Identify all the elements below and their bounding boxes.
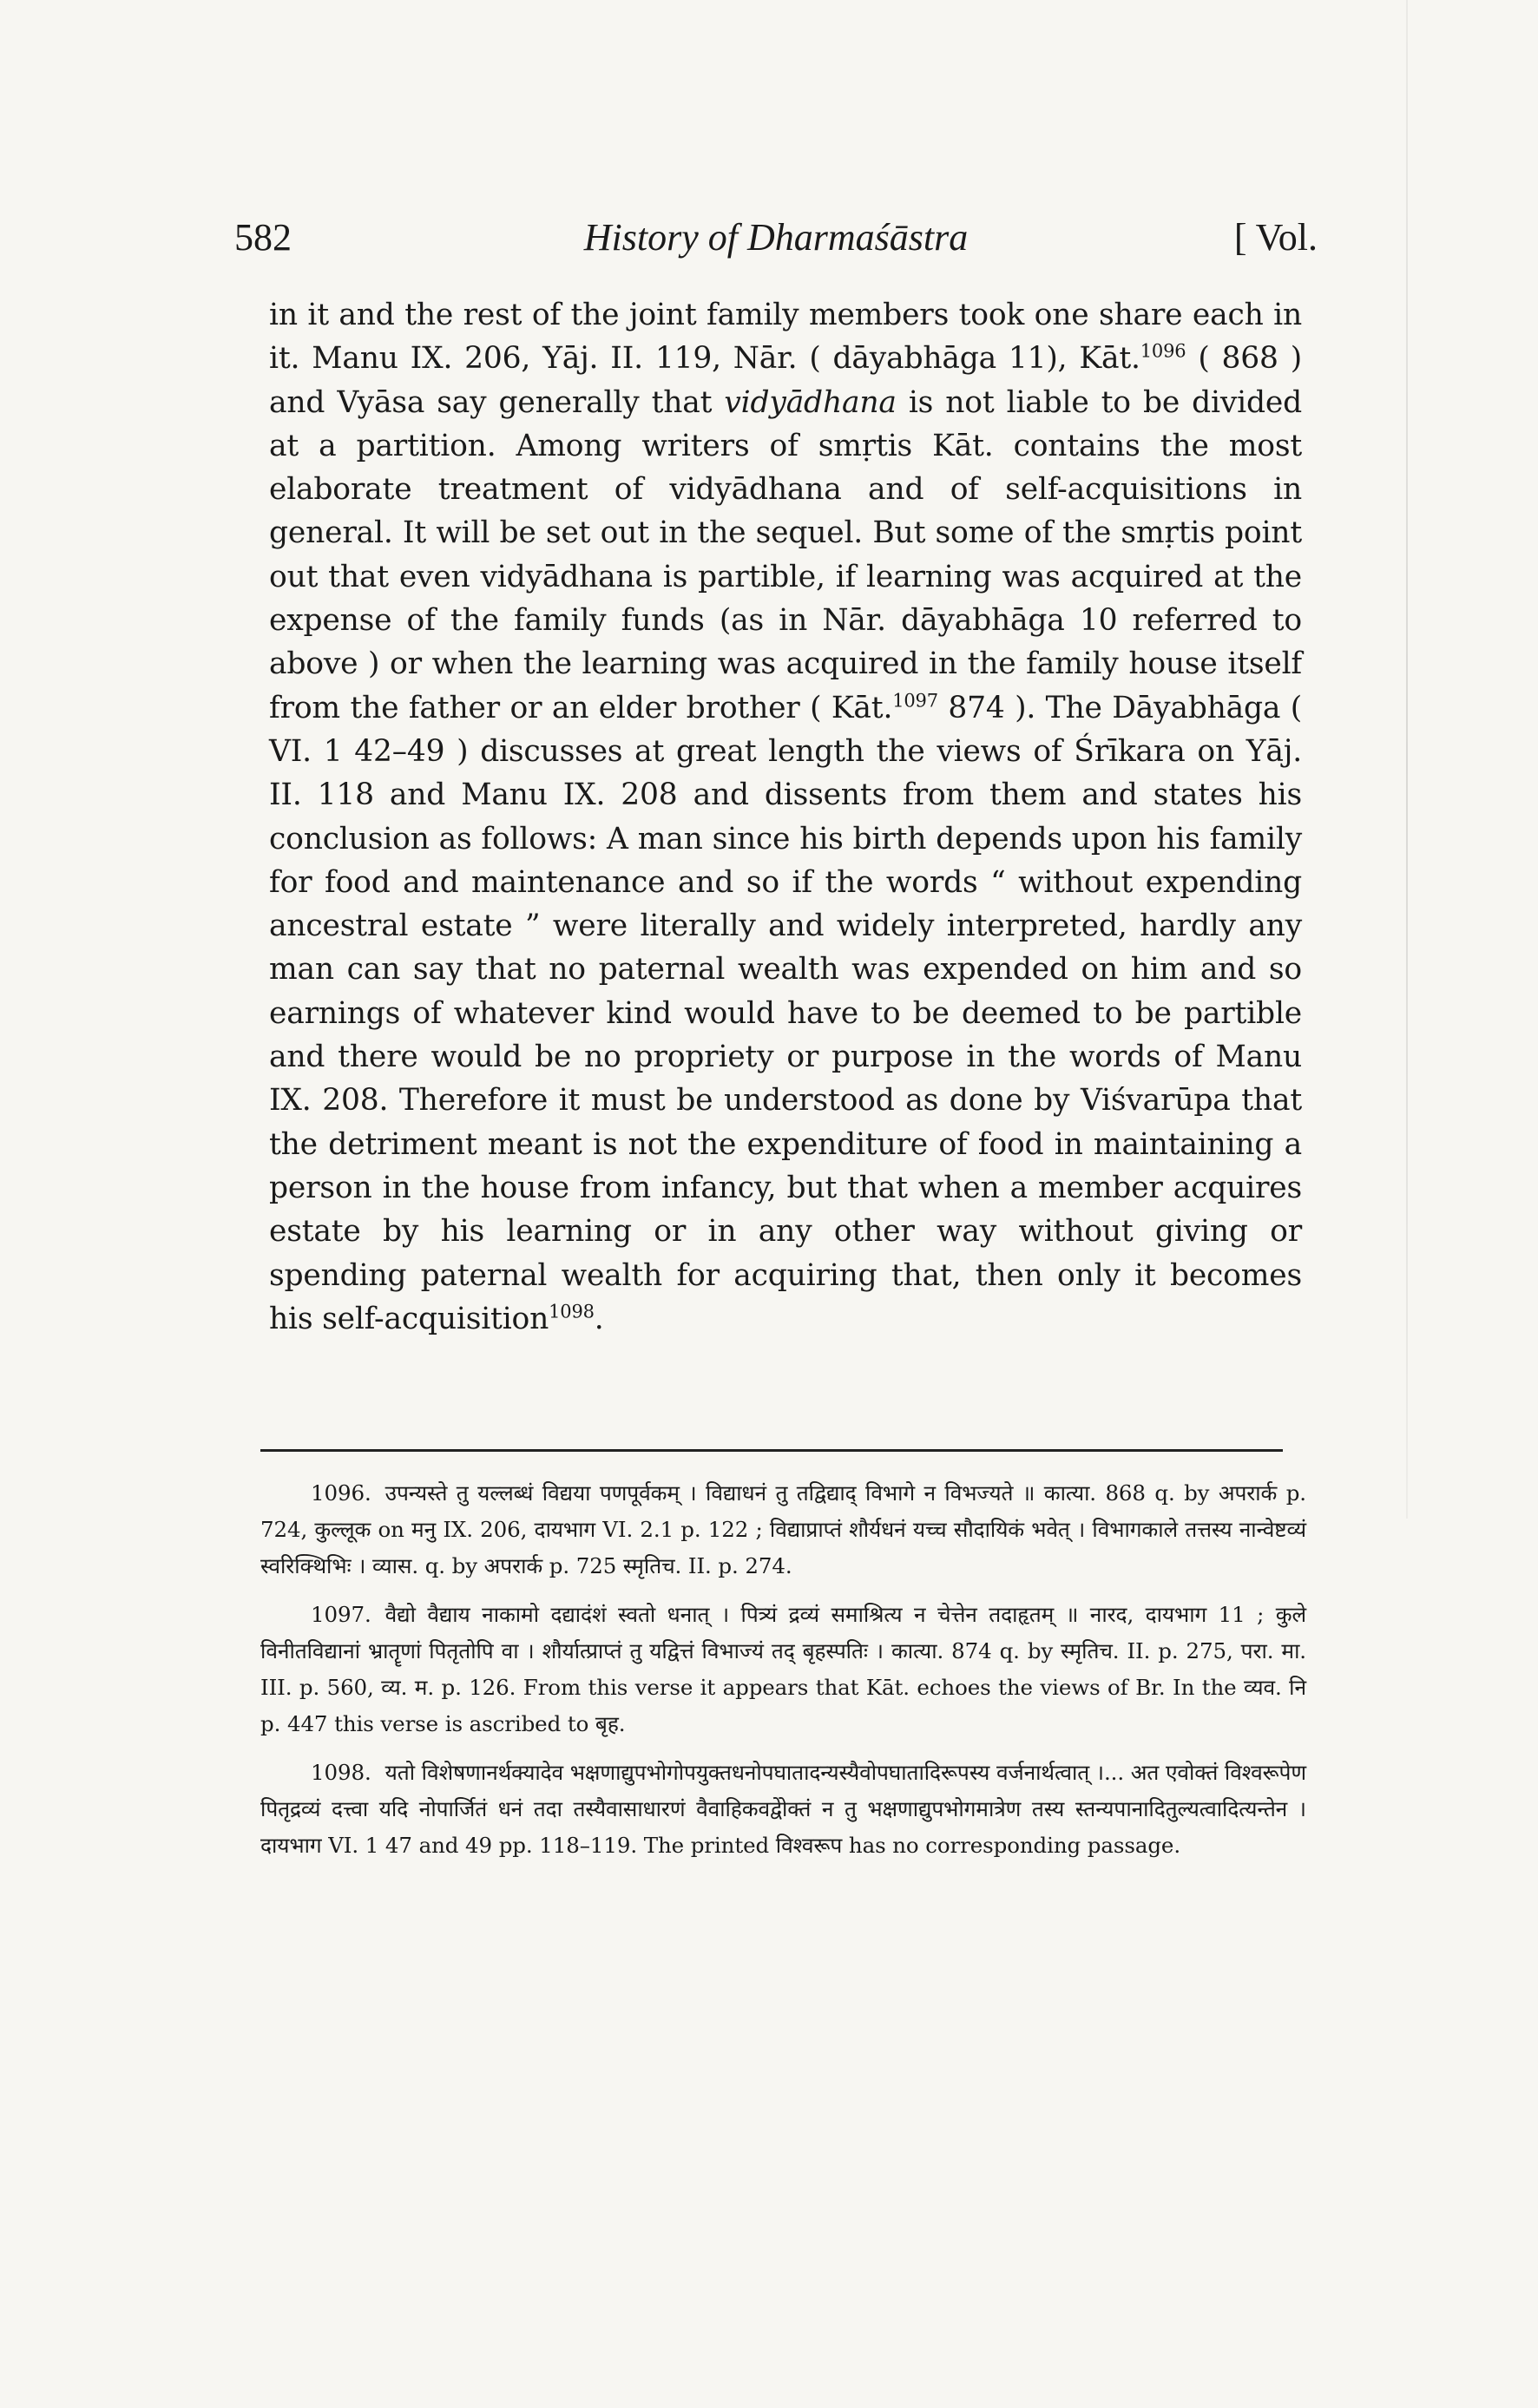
footnote-number: 1097.	[311, 1602, 371, 1627]
footnote-text: वैद्यो वैद्याय नाकामो दद्यादंशं स्वतो धनात् । पित्र्यं द्रव्यं समाश्रित्य न चेत्तेन तदाहृतम् ॥ नारद, दायभाग 11 ; कुले विनीतविद्यानां भ्रातॄणां पितृतोपि वा । शौर्यात्प्राप्तं तु यद्वित्तं विभाज्यं तद् बृहस्पतिः । कात्या. 874 q. by स्मृतिच. II. p. 275, परा. मा. III. p. 560, व्य. म. p. 126. From this verse it appears that Kāt. echoes the views of Br. In the व्यव. नि p. 447 this verse is ascribed to बृह.	[260, 1602, 1306, 1736]
text-segment: ( 868 ) and Vyāsa say generally that	[269, 341, 1302, 420]
page-header	[234, 215, 1318, 267]
footnote-divider	[260, 1449, 1283, 1452]
text-segment: 874 ). The Dāyabhāga ( VI. 1 42–49 ) discusses at great length the views of Śrīkara on Yāj. II. 118 and Manu IX. 208 and dissents from them and states his conclusion as follows: A man since his birth depends upon his family for food and maintenance and so if the words “ without expending ancestral estate ” were literally and widely interpreted, hardly any man can say that no paternal wealth was expended on him and so earnings of whatever kind would have to be deemed to be partible and there would be no propriety or purpose in the words of Manu IX. 208. Therefore it must be understood as done by Viśvarūpa that the detriment meant is not the expenditure of food in maintaining a person in the house from infancy, but that when a member acquires estate by his learning or in any other way without giving or spending paternal wealth for acquiring that, then only it becomes his self-acquisition	[269, 690, 1302, 1336]
footnote-1097	[260, 1597, 1306, 1742]
volume-mark: [ Vol.	[1233, 216, 1318, 259]
text-segment: is not liable to be divided at a partition. Among writers of smṛtis Kāt. contains the most elaborate treatment of vidyādhana and of self-acquisitions in general. It will be set out in the sequel. But some of the smṛtis point out that even vidyādhana is partible, if learning was acquired at the expense of the family funds (as in Nār. dāyabhāga 10 referred to above ) or when the learning was acquired in the family house itself from the father or an elder brother ( Kāt.	[269, 384, 1302, 725]
running-title: History of Dharmaśāstra	[583, 216, 969, 259]
footnote-ref-1098[interactable]: 1098	[549, 1301, 595, 1322]
main-paragraph	[269, 293, 1302, 1341]
footnote-ref-1097[interactable]: 1097	[892, 690, 938, 712]
footnote-number: 1096.	[311, 1480, 371, 1506]
footnotes	[260, 1475, 1306, 1876]
text-segment: in it and the rest of the joint family members took one share each in it. Manu IX. 206, Yāj. II. 119, Nār. ( dāyabhāga 11), Kāt.	[269, 298, 1302, 377]
footnote-1096	[260, 1475, 1306, 1585]
text-segment: .	[594, 1301, 604, 1336]
footnote-1098	[260, 1755, 1306, 1864]
italic-term: vidyādhana	[724, 384, 897, 420]
page-number: 582	[234, 216, 292, 259]
footnote-text: यतो विशेषणानर्थक्यादेव भक्षणाद्युपभोगोपयुक्तधनोपघातादन्यस्यैवोपघातादिरूपस्य वर्जनार्थत्वात् ।... अत एवोक्तं विश्वरूपेण पितृद्रव्यं दत्त्वा यदि नोपार्जितं धनं तदा तस्यैवासाधारणं वैवाहिकवद्वेोक्तं न तु भक्षणाद्युपभोगमात्रेण तस्य स्तन्यपानादितुल्यत्वादित्यन्तेन । दायभाग VI. 1 47 and 49 pp. 118–119. The printed विश्वरूप has no corresponding passage.	[260, 1760, 1306, 1858]
footnote-text: उपन्यस्ते तु यल्लब्धं विद्यया पणपूर्वकम् । विद्याधनं तु तद्विद्याद् विभागे न विभज्यते ॥ कात्या. 868 q. by अपरार्क p. 724, कुल्लूक on मनु IX. 206, दायभाग VI. 2.1 p. 122 ; विद्याप्राप्तं शौर्यधनं यच्च सौदायिकं भवेत् । विभागकाले तत्तस्य नान्वेष्टव्यं स्वरिक्थिभिः । व्यास. q. by अपरार्क p. 725 स्मृतिच. II. p. 274.	[260, 1480, 1306, 1578]
page-edge	[1406, 0, 1408, 1519]
footnote-number: 1098.	[311, 1760, 371, 1785]
footnote-ref-1096[interactable]: 1096	[1140, 340, 1186, 362]
